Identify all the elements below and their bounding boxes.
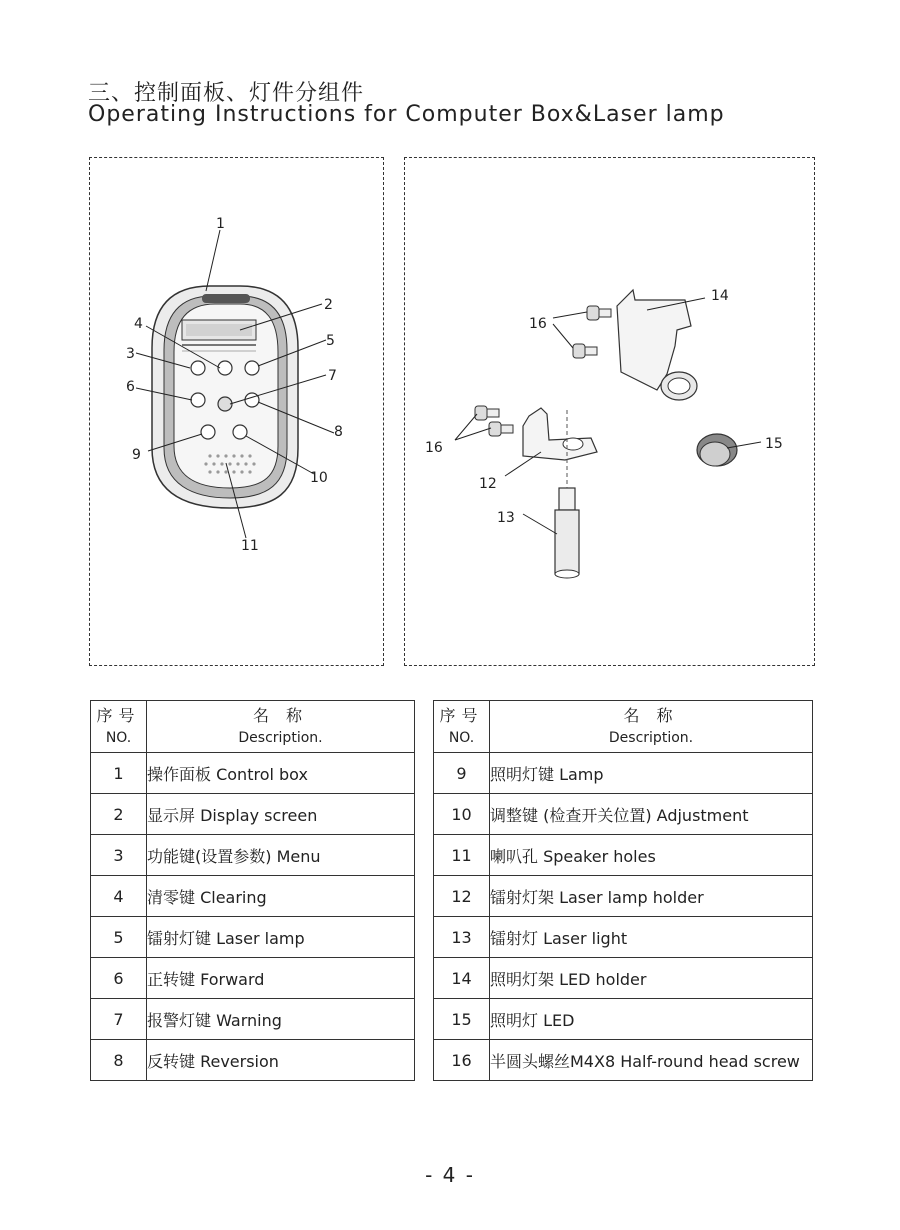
description-header: 名 称 Description. — [147, 701, 415, 753]
row-description: 镭射灯架 Laser lamp holder — [490, 876, 813, 917]
row-description: 功能键(设置参数) Menu — [147, 835, 415, 876]
row-number: 16 — [434, 1040, 490, 1081]
display-screen-glass — [186, 324, 252, 336]
callout-8: 8 — [334, 424, 343, 440]
row-description: 调整键 (检查开关位置) Adjustment — [490, 794, 813, 835]
table-row — [434, 835, 813, 876]
row-number: 13 — [434, 917, 490, 958]
row-description: 喇叭孔 Speaker holes — [490, 835, 813, 876]
row-description: 正转键 Forward — [147, 958, 415, 999]
row-description: 显示屏 Display screen — [147, 794, 415, 835]
led-lamp — [697, 434, 737, 466]
laser-holder-hole — [563, 438, 583, 450]
control-box-drawing — [90, 158, 383, 665]
reversion-button[interactable] — [245, 393, 259, 407]
table-row — [91, 999, 415, 1040]
led-holder-hole — [668, 378, 690, 394]
callout-16-upper: 16 — [529, 316, 547, 332]
row-number: 9 — [434, 753, 490, 794]
callout-13: 13 — [497, 510, 515, 526]
table-row — [434, 794, 813, 835]
row-number: 5 — [91, 917, 147, 958]
table-row — [434, 1040, 813, 1081]
callout-10: 10 — [310, 470, 328, 486]
callout-15: 15 — [765, 436, 783, 452]
row-description: 半圆头螺丝M4X8 Half-round head screw — [490, 1040, 813, 1081]
callout-4: 4 — [134, 316, 143, 332]
table-header — [91, 701, 415, 753]
table-row — [91, 835, 415, 876]
row-number: 11 — [434, 835, 490, 876]
table-row — [91, 753, 415, 794]
callout-7: 7 — [328, 368, 337, 384]
table-row — [91, 876, 415, 917]
lamp-parts-figure — [404, 157, 815, 666]
row-description: 照明灯架 LED holder — [490, 958, 813, 999]
menu-button[interactable] — [191, 361, 205, 375]
table-row — [434, 876, 813, 917]
row-description: 操作面板 Control box — [147, 753, 415, 794]
table-row — [434, 917, 813, 958]
top-slot — [202, 294, 250, 303]
warning-button[interactable] — [218, 397, 232, 411]
parts-table-left — [90, 700, 415, 1081]
table-row — [91, 1040, 415, 1081]
row-description: 照明灯 LED — [490, 999, 813, 1040]
row-number: 14 — [434, 958, 490, 999]
row-number: 1 — [91, 753, 147, 794]
callout-5: 5 — [326, 333, 335, 349]
row-number: 4 — [91, 876, 147, 917]
callout-16-lower: 16 — [425, 440, 443, 456]
row-number: 8 — [91, 1040, 147, 1081]
table-row — [91, 917, 415, 958]
row-number: 6 — [91, 958, 147, 999]
row-number: 15 — [434, 999, 490, 1040]
row-number: 12 — [434, 876, 490, 917]
row-number: 10 — [434, 794, 490, 835]
table-row — [91, 958, 415, 999]
section-title-cn: 三、控制面板、灯件分组件 — [88, 81, 365, 106]
row-description: 照明灯键 Lamp — [490, 753, 813, 794]
adjustment-button[interactable] — [233, 425, 247, 439]
control-box-figure — [89, 157, 384, 666]
callout-14: 14 — [711, 288, 729, 304]
laser-light — [555, 488, 579, 578]
laser-lamp-button[interactable] — [245, 361, 259, 375]
callout-11: 11 — [241, 538, 259, 554]
row-description: 镭射灯键 Laser lamp — [147, 917, 415, 958]
parts-table-right — [433, 700, 813, 1081]
clear-button[interactable] — [218, 361, 232, 375]
table-row — [434, 753, 813, 794]
description-header: 名 称 Description. — [490, 701, 813, 753]
row-description: 报警灯键 Warning — [147, 999, 415, 1040]
lamp-button[interactable] — [201, 425, 215, 439]
callout-1: 1 — [216, 216, 225, 232]
row-description: 清零键 Clearing — [147, 876, 415, 917]
forward-button[interactable] — [191, 393, 205, 407]
lamp-parts-drawing — [405, 158, 814, 665]
table-row — [91, 794, 415, 835]
row-number: 7 — [91, 999, 147, 1040]
callout-9: 9 — [132, 447, 141, 463]
table-row — [434, 999, 813, 1040]
callout-6: 6 — [126, 379, 135, 395]
no-header: 序号 NO. — [434, 701, 490, 753]
callout-12: 12 — [479, 476, 497, 492]
row-description: 镭射灯 Laser light — [490, 917, 813, 958]
row-number: 3 — [91, 835, 147, 876]
table-header — [434, 701, 813, 753]
callout-2: 2 — [324, 297, 333, 313]
row-number: 2 — [91, 794, 147, 835]
section-title-en: Operating Instructions for Computer Box&Laser lamp — [88, 102, 725, 127]
row-description: 反转键 Reversion — [147, 1040, 415, 1081]
callout-3: 3 — [126, 346, 135, 362]
table-row — [434, 958, 813, 999]
laser-lamp-holder — [523, 408, 597, 460]
no-header: 序号 NO. — [91, 701, 147, 753]
page-number: - 4 - — [425, 1163, 475, 1187]
callout-leaders-right — [455, 298, 761, 534]
